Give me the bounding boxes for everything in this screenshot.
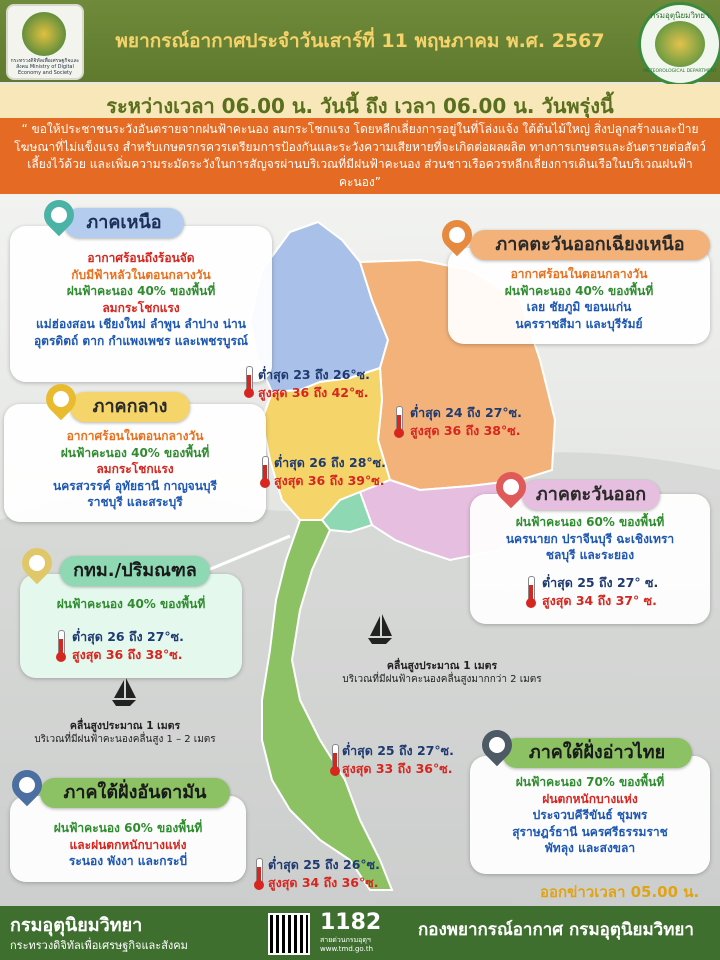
issue-time: ออกข่าวเวลา 05.00 น. — [540, 883, 700, 901]
northeast-thermometer-icon — [394, 406, 404, 436]
northeast-line3: เลย ชัยภูมิ ขอนแก่น — [526, 300, 632, 314]
south-gulf-line5: พัทลุง และสงขลา — [544, 841, 636, 855]
footer-ministry: กระทรวงดิจิทัลเพื่อเศรษฐกิจและสังคม — [10, 939, 188, 952]
tmd-logo: กรมอุตุนิยมวิทยา METEOROLOGICAL DEPARTMENT — [638, 2, 720, 86]
south-andaman-thermometer-icon — [254, 858, 264, 888]
central-line4: นครสวรรค์ อุทัยธานี กาญจนบุรี — [53, 478, 217, 493]
central-title: ภาคกลาง — [70, 392, 190, 422]
central-line3: ลมกระโชกแรง — [96, 462, 174, 476]
north-line5: แม่ฮ่องสอน เชียงใหม่ ลำพูน ลำปาง น่าน — [36, 317, 246, 331]
bangkok-title: กทม./ปริมณฑล — [60, 556, 210, 586]
south-gulf-temperature: ต่ำสุด 25 ถึง 27°ซ. สูงสุด 33 ถึง 36°ซ. — [342, 743, 454, 776]
north-line1: อากาศร้อนถึงร้อนจัด — [87, 251, 195, 265]
east-title: ภาคตะวันออก — [522, 480, 660, 510]
central-line5: ราชบุรี และสระบุรี — [87, 495, 183, 509]
central-thermometer-icon — [260, 456, 270, 486]
south-andaman-temperature: ต่ำสุด 25 ถึง 26°ซ. สูงสุด 34 ถึง 36°ซ. — [268, 857, 380, 890]
east-line1: ฝนฟ้าคะนอง 60% ของพื้นที่ — [515, 515, 665, 529]
central-line1: อากาศร้อนในตอนกลางวัน — [66, 429, 204, 443]
period-text: ระหว่างเวลา 06.00 น. วันนี้ ถึง เวลา 06.00 น. วันพรุ่งนี้ — [106, 94, 614, 118]
ministry-logo: กระทรวงดิจิทัลเพื่อเศรษฐกิจและสังคม Ministry of Digital Economy and Society — [6, 4, 84, 80]
warning-text: “ ขอให้ประชาชนระวังอันตรายจากฝนฟ้าคะนอง ลมกระโชกแรง โดยหลีกเลี่ยงการอยู่ในที่โล่งแจ้ง ใต้ต้นไม้ใหญ่ สิ่งปลูกสร้างและป้ายโฆษณาที่ไม่แข็งแรง สำหรับเกษตรกรควรเตรียมการป้องกันและระวังความเสียหายที่จะเกิดต่อผลผลิต ทางการเกษตรและอันตรายต่อสัตว์เลี้ยงไว้ด้วย และเพิ่มความระมัดระวังในการสัญจรผ่านบริเวณที่มีฝนฟ้าคะนอง ส่วนชาวเรือควรหลีกเลี่ยงการเดินเรือในบริเวณฝนฟ้าคะนอง” — [14, 122, 706, 189]
north-card — [10, 226, 272, 382]
south-andaman-line2: และฝนตกหนักบางแห่ง — [69, 837, 187, 852]
south-andaman-line1: ฝนฟ้าคะนอง 60% ของพื้นที่ — [53, 821, 203, 835]
north-temperature: ต่ำสุด 23 ถึง 26°ซ. สูงสุด 36 ถึง 42°ซ. — [258, 367, 370, 400]
website-link[interactable]: www.tmd.go.th — [320, 945, 373, 953]
northeast-card — [448, 248, 710, 344]
north-title: ภาคเหนือ — [64, 208, 184, 238]
east-thermometer-icon — [526, 576, 536, 606]
northeast-temperature: ต่ำสุด 24 ถึง 27°ซ. สูงสุด 36 ถึง 38°ซ. — [410, 405, 522, 438]
northeast-line1: อากาศร้อนในตอนกลางวัน — [510, 267, 648, 281]
south-gulf-card — [470, 756, 710, 874]
south-gulf-title: ภาคใต้ฝั่งอ่าวไทย — [502, 738, 692, 768]
gulf-wave-info: คลื่นสูงประมาณ 1 เมตร บริเวณที่มีฝนฟ้าคะนองคลื่นสูงมากกว่า 2 เมตร — [342, 660, 542, 685]
south-andaman-title: ภาคใต้ฝั่งอันดามัน — [40, 778, 230, 808]
northeast-title: ภาคตะวันออกเฉียงเหนือ — [470, 230, 710, 260]
page-title: พยากรณ์อากาศประจำวันเสาร์ที่ 11 พฤษภาคม พ.ศ. 2567 — [115, 30, 605, 52]
north-line3: ฝนฟ้าคะนอง 40% ของพื้นที่ — [66, 284, 216, 298]
andaman-wave-info: คลื่นสูงประมาณ 1 เมตร บริเวณที่มีฝนฟ้าคะนองคลื่นสูง 1 – 2 เมตร — [34, 720, 216, 745]
footer-department: กรมอุตุนิยมวิทยา — [10, 915, 143, 936]
central-line2: ฝนฟ้าคะนอง 40% ของพื้นที่ — [60, 445, 210, 460]
north-line2: กับมีฟ้าหลัวในตอนกลางวัน — [71, 267, 211, 282]
east-line3: ชลบุรี และระยอง — [545, 548, 635, 562]
north-thermometer-icon — [244, 366, 254, 396]
northeast-line2: ฝนฟ้าคะนอง 40% ของพื้นที่ — [504, 283, 654, 298]
hotline-number: 1182 — [320, 910, 382, 935]
south-andaman-card — [10, 796, 246, 882]
central-temperature: ต่ำสุด 26 ถึง 28°ซ. สูงสุด 36 ถึง 39°ซ. — [274, 455, 386, 488]
hotline-caption: สายด่วนกรมอุตุฯ www.tmd.go.th — [320, 936, 373, 953]
north-line6: อุตรดิตถ์ ตาก กำแพงเพชร และเพชรบูรณ์ — [33, 333, 249, 348]
east-temperature: ต่ำสุด 25 ถึง 27° ซ. สูงสุด 34 ถึง 37° ซ. — [542, 575, 659, 608]
south-gulf-line2: ฝนตกหนักบางแห่ง — [542, 791, 638, 806]
south-andaman-line3: ระนอง พังงา และกระบี่ — [68, 854, 188, 868]
north-line4: ลมกระโชกแรง — [102, 300, 180, 315]
east-line2: นครนายก ปราจีนบุรี ฉะเชิงเทรา — [505, 531, 675, 546]
bangkok-temperature: ต่ำสุด 26 ถึง 27°ซ. สูงสุด 36 ถึง 38°ซ. — [72, 629, 184, 662]
bangkok-line1: ฝนฟ้าคะนอง 40% ของพื้นที่ — [56, 597, 206, 611]
south-gulf-line4: สุราษฎร์ธานี นครศรีธรรมราช — [512, 824, 668, 839]
footer-division: กองพยากรณ์อากาศ กรมอุตุนิยมวิทยา — [418, 920, 694, 940]
south-gulf-thermometer-icon — [330, 744, 340, 774]
northeast-line4: นครราชสีมา และบุรีรัมย์ — [515, 316, 643, 331]
south-gulf-line3: ประจวบคีรีขันธ์ ชุมพร — [532, 808, 648, 822]
bangkok-thermometer-icon — [56, 630, 66, 660]
south-gulf-line1: ฝนฟ้าคะนอง 70% ของพื้นที่ — [515, 775, 665, 789]
qr-code[interactable] — [268, 913, 310, 955]
